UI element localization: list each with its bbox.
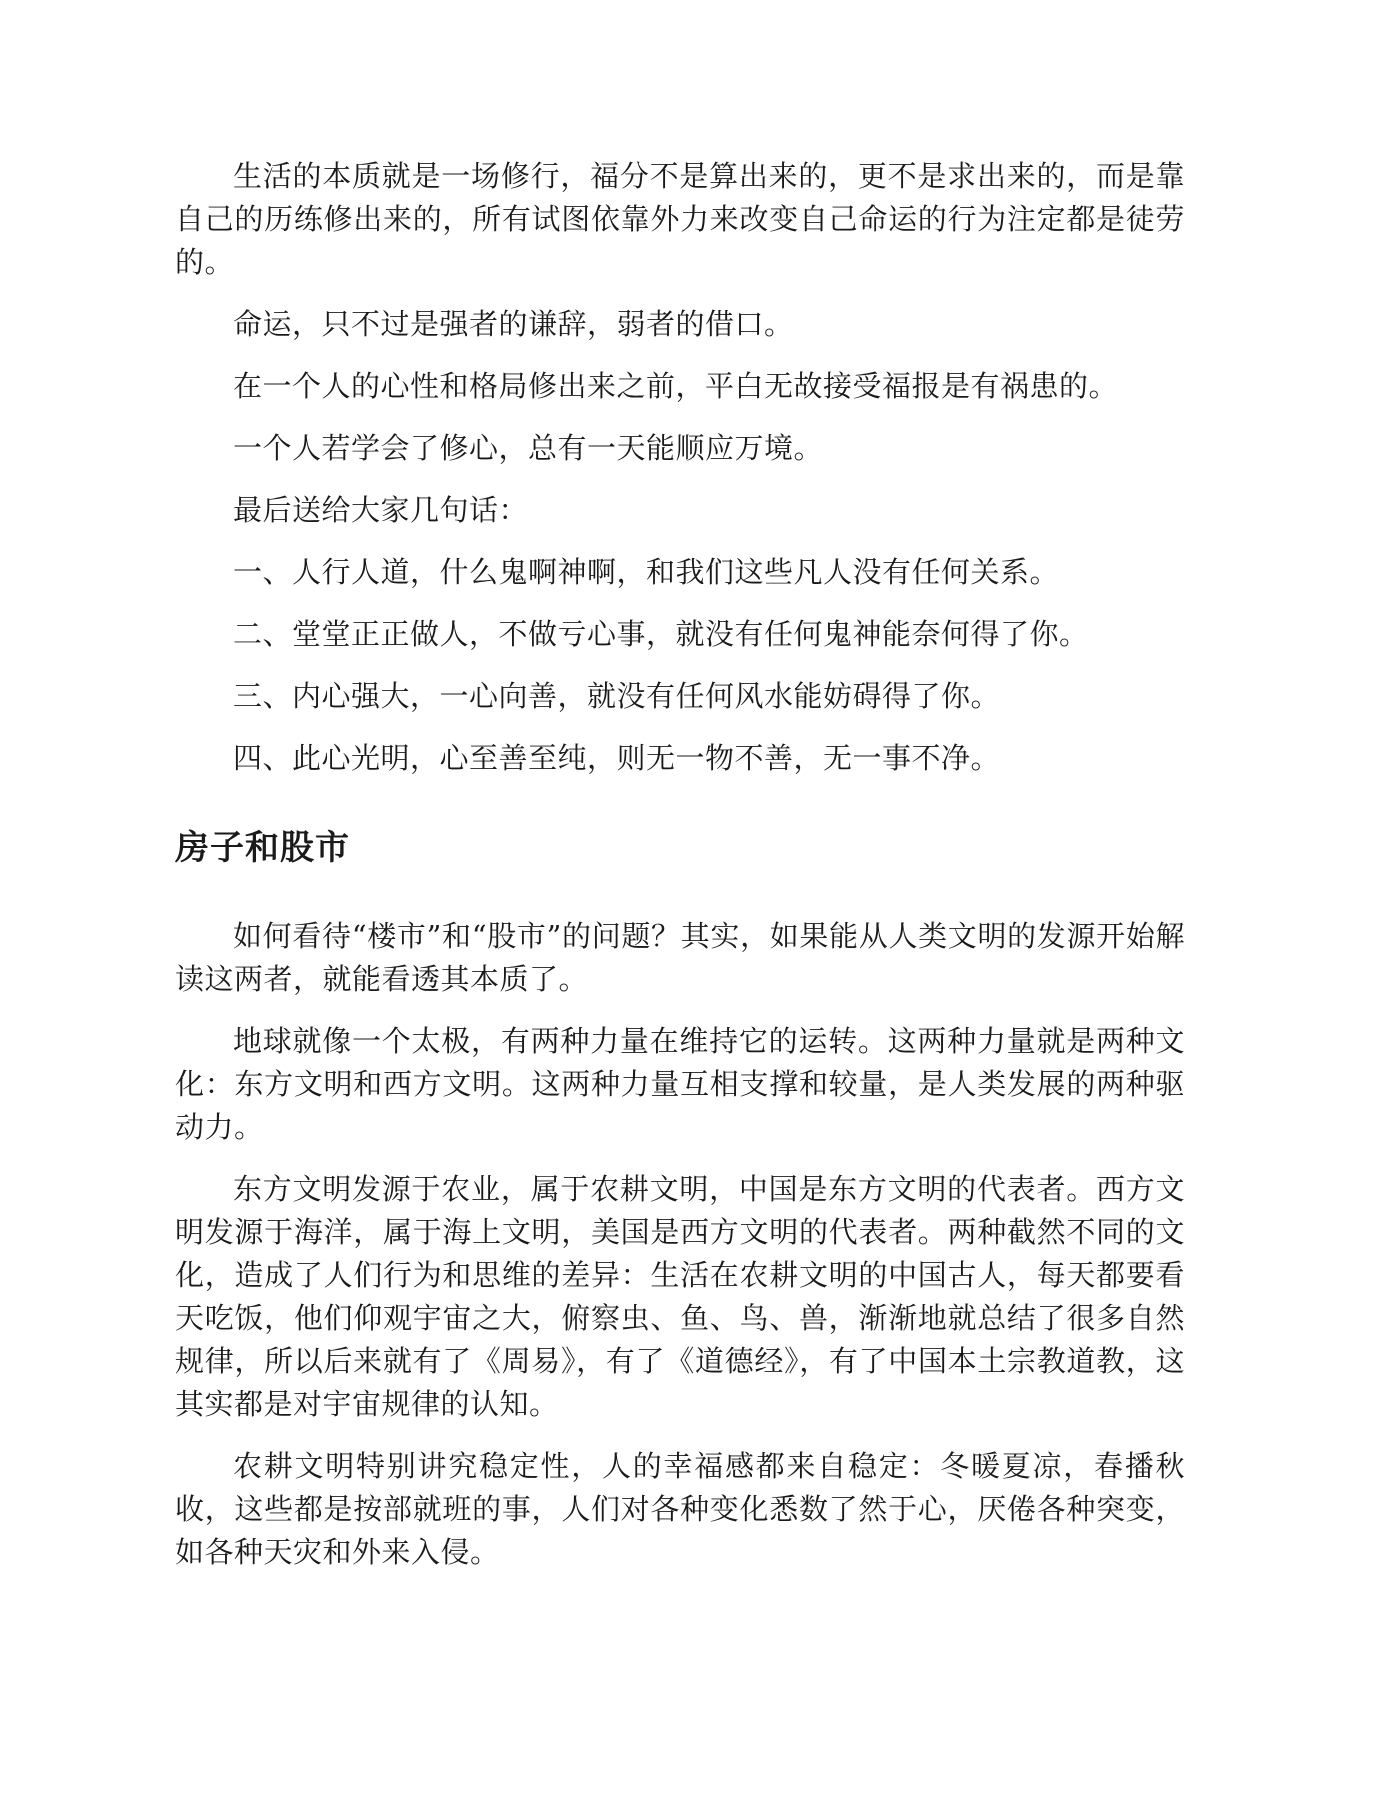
paragraph: 东方文明发源于农业，属于农耕文明，中国是东方文明的代表者。西方文明发源于海洋，属于海上文明，美国是西方文明的代表者。两种截然不同的文化，造成了人们行为和思维的差异：生活在农耕文明的中国古人，每天都要看天吃饭，他们仰观宇宙之大，俯察虫、鱼、鸟、兽，渐渐地就总结了很多自然规律，所以后来就有了《周易》，有了《道德经》，有了中国本土宗教道教，这其实都是对宇宙规律的认知。 — [175, 1172, 1185, 1421]
paragraph: 一个人若学会了修心，总有一天能顺应万境。 — [233, 431, 824, 465]
section-heading: 房子和股市 — [175, 828, 350, 868]
paragraph: 如何看待“楼市”和“股市”的问题？其实，如果能从人类文明的发源开始解读这两者，就能看透其本质了。 — [175, 919, 1185, 996]
paragraph: 地球就像一个太极，有两种力量在维持它的运转。这两种力量就是两种文化：东方文明和西方文明。这两种力量互相支撑和较量，是人类发展的两种驱动力。 — [175, 1024, 1185, 1144]
list-item: 三、内心强大，一心向善，就没有任何风水能妨碍得了你。 — [233, 679, 1001, 713]
document-page — [175, 155, 1185, 1593]
list-item: 四、此心光明，心至善至纯，则无一物不善，无一事不净。 — [233, 741, 1001, 775]
list-item: 二、堂堂正正做人，不做亏心事，就没有任何鬼神能奈何得了你。 — [233, 617, 1089, 651]
paragraph: 最后送给大家几句话： — [233, 493, 529, 527]
paragraph: 命运，只不过是强者的谦辞，弱者的借口。 — [233, 307, 794, 341]
list-item: 一、人行人道，什么鬼啊神啊，和我们这些凡人没有任何关系。 — [233, 555, 1060, 589]
paragraph: 农耕文明特别讲究稳定性，人的幸福感都来自稳定：冬暖夏凉，春播秋收，这些都是按部就班的事，人们对各种变化悉数了然于心，厌倦各种突变，如各种天灾和外来入侵。 — [175, 1449, 1185, 1569]
paragraph: 生活的本质就是一场修行，福分不是算出来的，更不是求出来的，而是靠自己的历练修出来的，所有试图依靠外力来改变自己命运的行为注定都是徒劳的。 — [175, 159, 1185, 279]
paragraph: 在一个人的心性和格局修出来之前，平白无故接受福报是有祸患的。 — [233, 369, 1119, 403]
